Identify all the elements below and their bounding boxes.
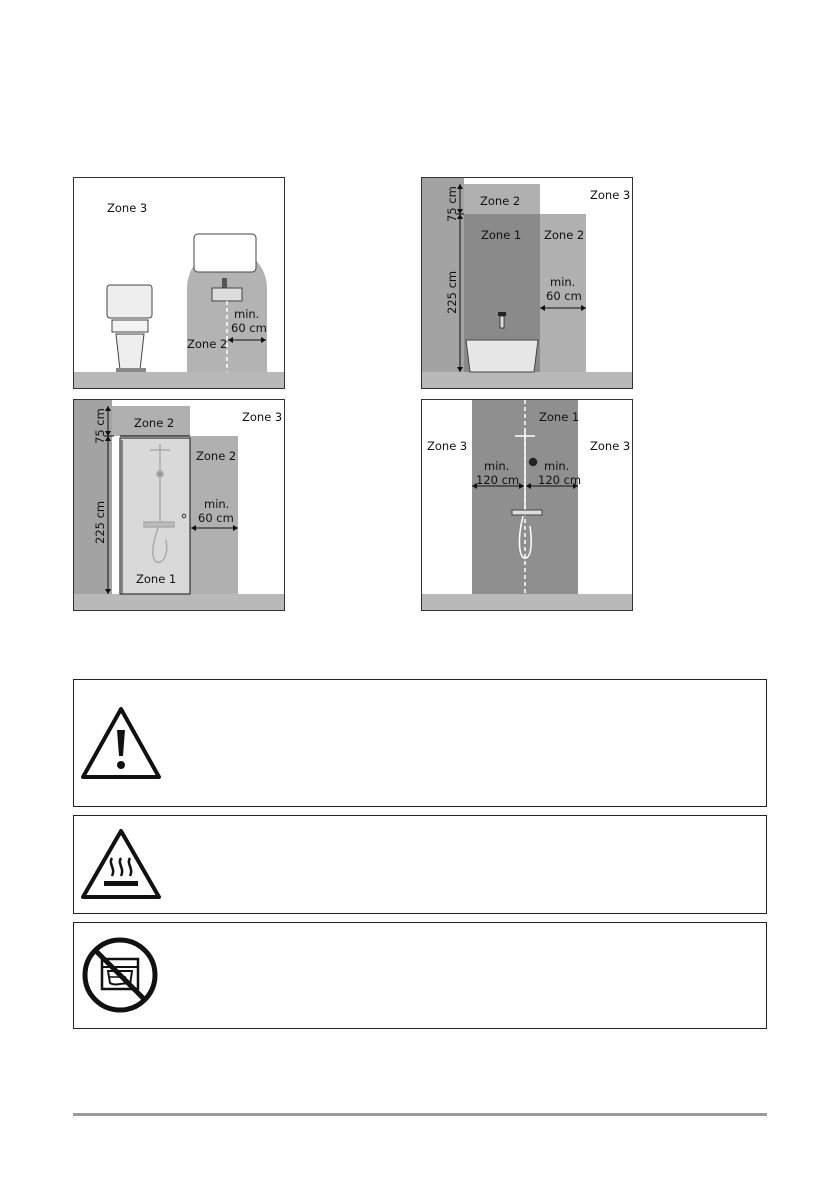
min-label: min. (234, 307, 260, 321)
distance-label: 60 cm (198, 511, 234, 525)
diagram-open-shower (421, 399, 633, 611)
do-not-cover-icon (80, 935, 160, 1015)
zone2-top-label: Zone 2 (134, 416, 175, 430)
min-label: min. (550, 275, 576, 289)
min-label: min. (204, 497, 230, 511)
washbasin-zones-svg (74, 178, 285, 389)
shower-cabin (120, 438, 190, 594)
zone2-side-label: Zone 2 (196, 449, 237, 463)
zone2-label: Zone 2 (187, 337, 228, 351)
warning-box-do-not-cover (73, 922, 767, 1029)
bathtub-zones-svg (422, 178, 633, 389)
height-225-label: 225 cm (445, 270, 459, 314)
height-225-label: 225 cm (93, 500, 107, 544)
open-shower-zones-svg (422, 400, 633, 611)
zone2-side-label: Zone 2 (544, 228, 585, 242)
diagram-shower-enclosure (73, 399, 285, 611)
zone1-label: Zone 1 (136, 572, 177, 586)
min-left-label: min. (484, 459, 510, 473)
height-75-label: 75 cm (445, 186, 459, 222)
floor (74, 594, 285, 611)
min-right-label: min. (544, 459, 570, 473)
zone3-label: Zone 3 (590, 188, 631, 202)
mirror (194, 234, 256, 272)
zone3-right-label: Zone 3 (590, 439, 631, 453)
bathtub-icon (466, 340, 538, 372)
distance-label: 60 cm (231, 321, 267, 335)
height-75-label: 75 cm (93, 408, 107, 444)
hot-surface-icon (80, 828, 162, 900)
diagram-bathtub (421, 177, 633, 389)
distance-right-label: 120 cm (538, 473, 582, 487)
floor (422, 372, 633, 389)
zone1-label: Zone 1 (539, 410, 580, 424)
floor (74, 372, 285, 389)
floor (422, 594, 633, 611)
tap-icon (222, 278, 227, 288)
washbasin-icon (212, 288, 242, 301)
shower-enclosure-zones-svg (74, 400, 285, 611)
diagram-washbasin (73, 177, 285, 389)
zone3-label: Zone 3 (107, 201, 148, 215)
zone3-label: Zone 3 (242, 410, 283, 424)
zone3-left-label: Zone 3 (427, 439, 468, 453)
zone2-top-label: Zone 2 (480, 194, 521, 208)
warning-box-hot-surface (73, 815, 767, 914)
warning-box-general (73, 679, 767, 807)
zone1-label: Zone 1 (481, 228, 522, 242)
general-warning-icon (80, 706, 162, 780)
distance-left-label: 120 cm (476, 473, 520, 487)
toilet-icon (107, 285, 152, 372)
footer-divider (73, 1113, 767, 1116)
distance-label: 60 cm (546, 289, 582, 303)
